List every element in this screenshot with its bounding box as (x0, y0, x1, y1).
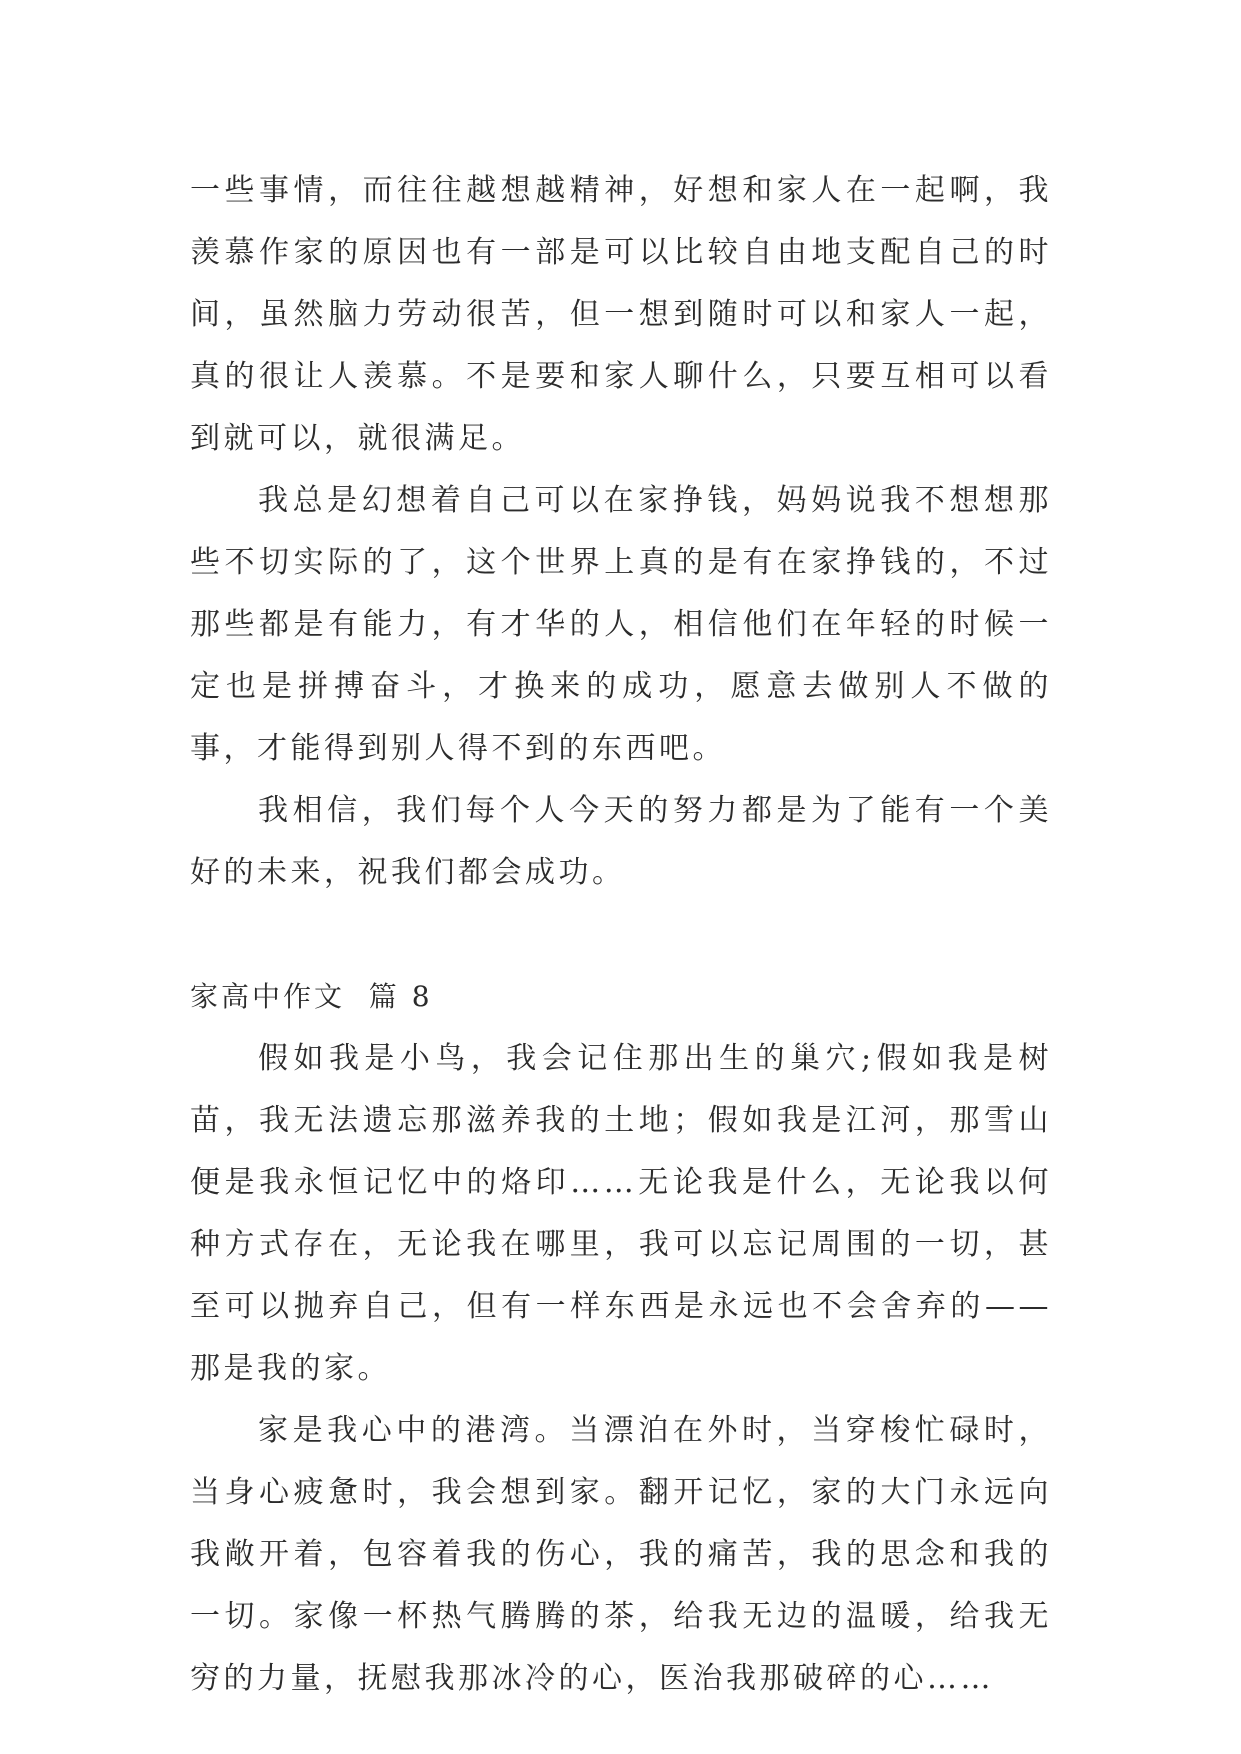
section-heading: 家高中作文 篇 8 (190, 980, 433, 1013)
paragraph: 家是我心中的港湾。当漂泊在外时，当穿梭忙碌时，当身心疲惫时，我会想到家。翻开记忆，家的大门永远向我敞开着，包容着我的伤心，我的痛苦，我的思念和我的一切。家像一杯热气腾腾的茶，给我无边的温暖，给我无穷的力量，抚慰我那冰冷的心，医治我那破碎的心…… (190, 1413, 1052, 1696)
paragraph: 我相信，我们每个人今天的努力都是为了能有一个美好的未来，祝我们都会成功。 (190, 793, 1052, 890)
paragraph: 假如我是小鸟，我会记住那出生的巢穴;假如我是树苗，我无法遗忘那滋养我的土地；假如我是江河，那雪山便是我永恒记忆中的烙印……无论我是什么，无论我以何种方式存在，无论我在哪里，我可以忘记周围的一切，甚至可以抛弃自己，但有一样东西是永远也不会舍弃的——那是我的家。 (190, 1041, 1052, 1386)
document-body (190, 160, 1052, 1710)
paragraph: 我总是幻想着自己可以在家挣钱，妈妈说我不想想那些不切实际的了，这个世界上真的是有在家挣钱的，不过那些都是有能力，有才华的人，相信他们在年轻的时候一定也是拼搏奋斗，才换来的成功，愿意去做别人不做的事，才能得到别人得不到的东西吧。 (190, 483, 1052, 766)
paragraph-continued: 一些事情，而往往越想越精神，好想和家人在一起啊，我羡慕作家的原因也有一部是可以比较自由地支配自己的时间，虽然脑力劳动很苦，但一想到随时可以和家人一起，真的很让人羡慕。不是要和家人聊什么，只要互相可以看到就可以，就很满足。 (190, 173, 1052, 456)
